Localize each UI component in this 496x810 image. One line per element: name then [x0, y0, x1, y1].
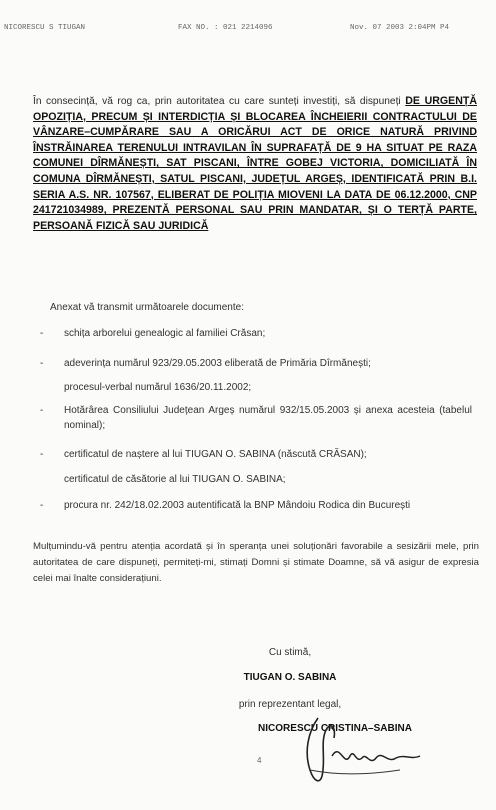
- list-dash: -: [40, 358, 44, 369]
- list-item-text: certificatul de naștere al lui TIUGAN O. SABINA (născută CRĂSAN);: [64, 449, 367, 460]
- list-dash: -: [40, 328, 44, 339]
- list-item-text: adeverința numărul 923/29.05.2003 eliberată de Primăria Dîrmănești;: [64, 358, 371, 369]
- signatory-name: TIUGAN O. SABINA: [243, 672, 337, 683]
- list-dash: -: [40, 449, 44, 460]
- list-item-text: certificatul de căsătorie al lui TIUGAN O. SABINA;: [64, 474, 286, 485]
- fax-date: Nov. 07 2003 2:04PM P4: [350, 24, 450, 32]
- list-item-text: schița arborelui genealogic al familiei Crăsan;: [64, 328, 266, 339]
- fax-number: FAX NO. : 021 2214096: [178, 24, 273, 32]
- paragraph-request: DE URGENȚĂ OPOZIȚIA, PRECUM ȘI INTERDICȚIA ȘI BLOCAREA ÎNCHEIERII CONTRACTULUI DE VÂNZARE–CUMPĂRARE SAU A ORICĂRUI ACT DE ORICE NATURĂ PRIVIND ÎNSTRĂINAREA TERENULUI INTRAVILAN ÎN SUPRAFAȚĂ DE 9 HA SITUAT PE RAZA COMUNEI DÎRMĂNEȘTI, SAT PISCANI, ÎNTRE GOBEJ VICTORIA, DOMICILIATĂ ÎN COMUNA DÎRMĂNEȘTI, SATUL PISCANI, JUDEȚUL ARGEȘ, IDENTIFICATĂ PRIN B.I. SERIA A.S. NR. 107567, ELIBERAT DE POLIȚIA MIOVENI LA DATA DE 06.12.2000, CNP 241721034989, PREZENTĂ PERSONAL SAU PRIN MANDATAR, ȘI O TERȚĂ PARTE, PERSOANĂ FIZICĂ SAU JURIDICĂ: [33, 95, 477, 232]
- main-paragraph: [33, 94, 477, 234]
- paragraph-intro: În consecință, vă rog ca, prin autoritatea cu care sunteți investiți, să dispuneți: [33, 96, 406, 107]
- fax-sender: NICORESCU S TIUGAN: [4, 24, 86, 32]
- representative-label: prin reprezentant legal,: [238, 699, 342, 710]
- closing-paragraph: Mulțumindu-vă pentru atenția acordată și în speranța unei soluționări favorabile a sesizării mele, prin autoritatea de care dispuneți, permiteți-mi, stimați Domni și stimate Doamne, să vă asigur de expresia celei mai înalte considerațiuni.: [33, 541, 479, 584]
- salutation: Cu stimă,: [268, 647, 312, 658]
- list-item-text: procesul-verbal numărul 1636/20.11.2002;: [64, 382, 252, 393]
- page-number: 4: [257, 756, 262, 765]
- list-dash: -: [40, 405, 44, 416]
- list-item-text: procura nr. 242/18.02.2003 autentificată la BNP Mândoiu Rodica din București: [64, 500, 411, 511]
- annex-title: Anexat vă transmit următoarele documente:: [50, 302, 244, 313]
- list-dash: -: [40, 500, 44, 511]
- handwritten-signature: [280, 712, 430, 792]
- representative-name: NICORESCU CRISTINA–SABINA: [258, 723, 412, 734]
- list-item-text: Hotărârea Consiliului Județean Argeș numărul 932/15.05.2003 și anexa acesteia (tabelul nominal);: [64, 405, 472, 431]
